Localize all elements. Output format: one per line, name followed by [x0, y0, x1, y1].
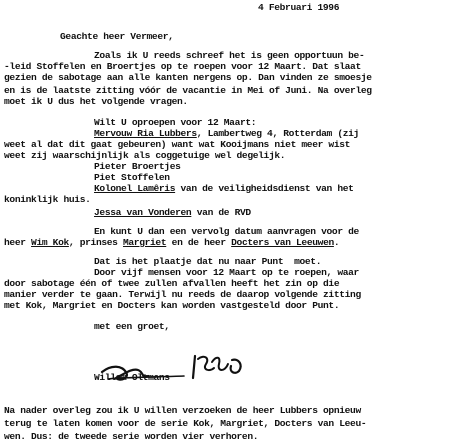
paragraph-4-line-1: Dat is het plaatje dat nu naar Punt moet. — [94, 256, 322, 267]
closing: met een groet, — [94, 321, 170, 332]
address-text: , Lambertweg 4, Rotterdam (zij — [196, 128, 359, 139]
postscript-line-2: terug te laten komen voor de serie Kok, Margriet, Docters van Leeu- — [4, 418, 367, 429]
name-margriet: Margriet — [122, 237, 167, 248]
paragraph-1-line-3: gezien de sabotage aan alle kanten nergens op. Dan vinden ze smoesje — [4, 72, 372, 83]
paragraph-4-line-2: Door vijf mensen voor 12 Maart op te roepen, waar — [94, 267, 359, 278]
name-ria-lubbers: Mervouw Ria Lubbers — [94, 128, 197, 139]
paragraph-4-line-5: met Kok, Margriet en Docters kan worden vastgesteld door Punt. — [4, 300, 340, 311]
name-pieter-broertjes: Pieter Broertjes — [94, 161, 181, 172]
paragraph-2-line-2: weet al dat dit gaat gebeuren) want wat Kooijmans niet meer wist — [4, 139, 351, 150]
paragraph-2-jessa-line: Jessa van Vonderen van de RVD — [94, 207, 251, 218]
name-docters-van-leeuwen: Docters van Leeuwen — [231, 237, 334, 248]
paragraph-2-koninklijk: koninklijk huis. — [4, 194, 91, 205]
postscript-line-3: wen. Dus: de tweede serie worden vier verhoren. — [4, 431, 259, 442]
handwritten-signature — [98, 350, 248, 390]
paragraph-2-line-1 — [94, 128, 359, 139]
signature-name: Willem Oltmans — [94, 372, 170, 383]
paragraph-3-line-1: En kunt U dan een vervolg datum aanvragen voor de — [94, 226, 359, 237]
paragraph-4-line-3: door sabotage één of twee zullen afvallen heeft het zin op die — [4, 278, 340, 289]
paragraph-4-line-4: manier verder te gaan. Terwijl nu reeds de daarop volgende zitting — [4, 289, 361, 300]
name-jessa-van-vonderen: Jessa van Vonderen — [94, 207, 192, 218]
paragraph-3-line-2: heer Wim Kok, prinses Margriet en de heer Docters van Leeuwen. — [4, 237, 340, 248]
paragraph-1-line-5: moet ik U dus het volgende vragen. — [4, 96, 188, 107]
postscript-line-1: Na nader overleg zou ik U willen verzoeken de heer Lubbers opnieuw — [4, 405, 361, 416]
salutation: Geachte heer Vermeer, — [60, 31, 174, 42]
paragraph-1-line-4: en is de laatste zitting vóór de vacantie in Mei of Juni. Na overleg — [4, 85, 372, 96]
letter-date: 4 Februari 1996 — [258, 2, 340, 13]
paragraph-2-intro: Wilt U oproepen voor 12 Maart: — [94, 117, 257, 128]
paragraph-1-line-1: Zoals ik U reeds schreef het is geen opportuun be- — [94, 50, 365, 61]
name-kolonel-lameris: Kolonel Lamêris — [94, 183, 176, 194]
name-piet-stoffelen: Piet Stoffelen — [94, 172, 170, 183]
paragraph-1-line-2: -leid Stoffelen en Broertjes op te roepen voor 12 Maart. Dat slaat — [4, 61, 361, 72]
paragraph-2-line-3: weet zij waarschijnlijk als coggetuige wel degelijk. — [4, 150, 286, 161]
paragraph-2-kolonel-line: Kolonel Lamêris van de veiligheidsdienst van het — [94, 183, 354, 194]
name-wim-kok: Wim Kok — [31, 237, 69, 248]
